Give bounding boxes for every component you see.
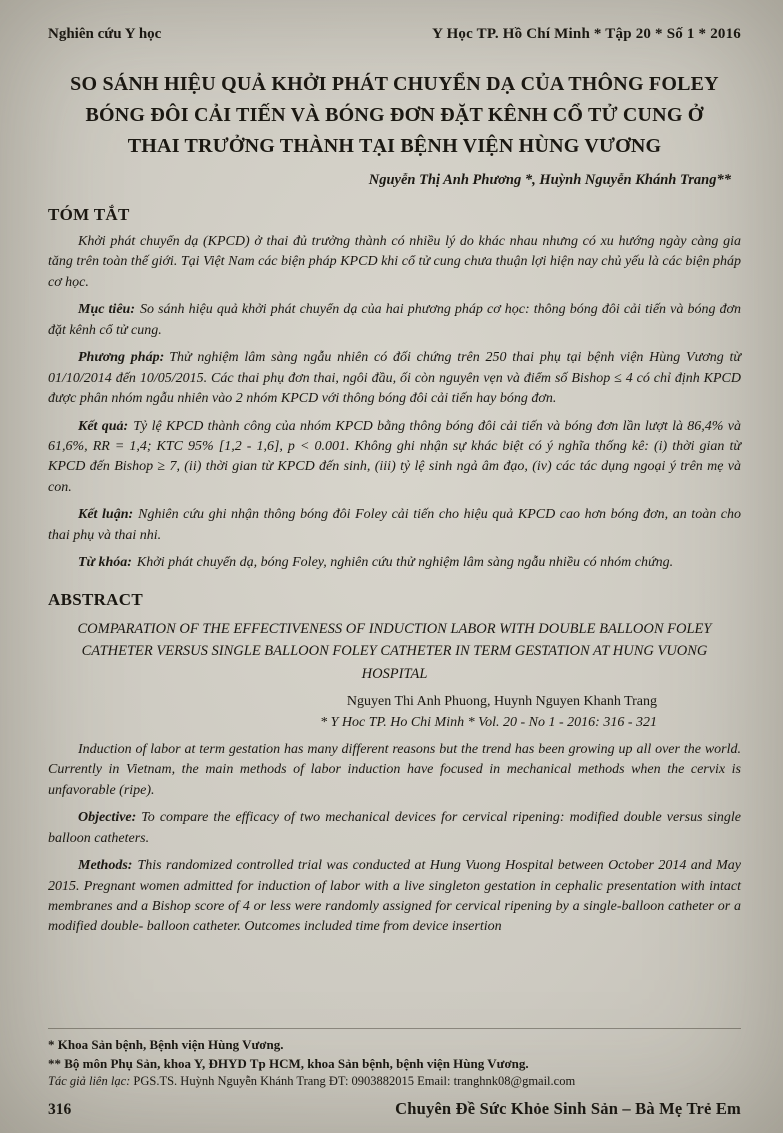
tomtat-paragraph xyxy=(48,417,741,499)
tomtat-paragraph xyxy=(48,348,741,409)
abstract-en-paragraph xyxy=(48,740,741,801)
section-heading-abstract: ABSTRACT xyxy=(48,589,143,609)
paragraph-text: Khởi phát chuyển dạ, bóng Foley, nghiên cứu thử nghiệm lâm sàng ngẫu nhiều có nhóm chứng. xyxy=(136,555,674,571)
tomtat-paragraph xyxy=(48,505,741,546)
abstract-en-paragraph xyxy=(48,808,741,849)
paragraph-lead: Phương pháp: xyxy=(78,350,165,366)
paragraph-lead: Objective: xyxy=(78,810,137,826)
paragraph-lead: Kết luận: xyxy=(78,507,134,523)
footnote-affiliation-2: ** Bộ môn Phụ Sản, khoa Y, ĐHYD Tp HCM, khoa Sản bệnh, bệnh viện Hùng Vương. xyxy=(48,1055,529,1071)
article-title: SO SÁNH HIỆU QUẢ KHỞI PHÁT CHUYỂN DẠ CỦA THÔNG FOLEY BÓNG ĐÔI CẢI TIẾN VÀ BÓNG ĐƠN ĐẶT KÊNH CỔ TỬ CUNG Ở THAI TRƯỞNG THÀNH TẠI BỆNH VIỆN HÙNG VƯƠNG xyxy=(70,73,719,157)
abstract-en-authors: Nguyen Thi Anh Phuong, Huynh Nguyen Khanh Trang xyxy=(346,693,657,709)
running-head-left: Nghiên cứu Y học xyxy=(48,26,162,42)
paragraph-text: Tỷ lệ KPCD thành công của nhóm KPCD bằng thông bóng đôi cải tiến và bóng đơn lần lượt là 86,4% và 61,6%, RR = 1,4; KTC 95% [1,2 - 1,6], p < 0.001. Không ghi nhận sự khác biệt có ý nghĩa thống kê: (i) thời gian từ KPCD đến Bishop ≥ 7, (ii) thời gian từ KPCD đến sinh, (iii) tỷ lệ sinh ngả âm đạo, (iv) các tác dụng ngoại ý trên mẹ và con. xyxy=(48,418,742,495)
paragraph-text: Khởi phát chuyển dạ (KPCD) ở thai đủ trưởng thành có nhiều lý do khác nhau nhưng có xu hướng ngày càng gia tăng trên toàn thế giới. Tại Việt Nam các biện pháp KPCD khi cổ tử cung chưa thuận lợi hiện nay chủ yếu là các biện pháp cơ học. xyxy=(48,234,741,290)
paragraph-text: This randomized controlled trial was conducted at Hung Vuong Hospital between October 2014 and May 2015. Pregnant women admitted for induction of labor with a live singleton gestation in cephalic presentation with intact membranes and a Bishop score of 4 or less were randomly assigned for cervical ripening by a single-balloon catheter or a modified double- balloon catheter. Outcomes included time from device insertion xyxy=(48,858,741,935)
abstract-en-citation: * Y Hoc TP. Ho Chi Minh * Vol. 20 - No 1 - 2016: 316 - 321 xyxy=(320,714,657,730)
paragraph-text: Nghiên cứu ghi nhận thông bóng đôi Foley cải tiến cho hiệu quả KPCD cao hơn bóng đơn, an toàn cho thai phụ và thai nhi. xyxy=(48,507,741,543)
footnote-contact xyxy=(48,1073,741,1091)
contact-lead: Tác giả liên lạc: xyxy=(48,1074,131,1089)
section-heading-tomtat: TÓM TẮT xyxy=(48,205,130,224)
contact-details: PGS.TS. Huỳnh Nguyễn Khánh Trang ĐT: 0903882015 Email: tranghnk08@gmail.com xyxy=(133,1074,576,1089)
footnotes xyxy=(48,1028,741,1091)
footer-section-title: Chuyên Đề Sức Khỏe Sinh Sản – Bà Mẹ Trẻ Em xyxy=(395,1099,741,1118)
paragraph-lead: Methods: xyxy=(78,858,133,874)
page-number: 316 xyxy=(48,1101,72,1118)
tomtat-paragraph xyxy=(48,232,741,293)
article-authors: Nguyễn Thị Anh Phương *, Huỳnh Nguyễn Khánh Trang** xyxy=(368,172,731,188)
paragraph-text: Induction of labor at term gestation has many different reasons but the trend has been growing up all over the world. Currently in Vietnam, the main methods of labor induction have focused in mechanical methods when the cervix is unfavorable (ripe). xyxy=(48,741,741,798)
paragraph-lead: Mục tiêu: xyxy=(78,302,135,318)
paragraph-lead: Kết quả: xyxy=(78,418,129,434)
page-footer xyxy=(48,1099,741,1119)
abstract-en-title: COMPARATION OF THE EFFECTIVENESS OF INDUCTION LABOR WITH DOUBLE BALLOON FOLEY CATHETER VERSUS SINGLE BALLOON FOLEY CATHETER IN TERM GESTATION AT HUNG VUONG HOSPITAL xyxy=(77,620,712,682)
abstract-en-paragraph xyxy=(48,856,741,938)
tomtat-paragraph xyxy=(48,553,741,573)
running-head-right: Y Học TP. Hồ Chí Minh * Tập 20 * Số 1 * 2016 xyxy=(432,26,741,42)
paragraph-text: So sánh hiệu quả khởi phát chuyển dạ của hai phương pháp cơ học: thông bóng đôi cải tiến và bóng đơn đặt kênh cổ tử cung. xyxy=(48,302,742,338)
tomtat-paragraph xyxy=(48,300,741,341)
running-head xyxy=(48,26,741,43)
paragraph-text: Thử nghiệm lâm sàng ngẫu nhiên có đối chứng trên 250 thai phụ tại bệnh viện Hùng Vương từ 01/10/2014 đến 10/05/2015. Các thai phụ đơn thai, ngôi đầu, ối còn nguyên vẹn và điểm số Bishop ≤ 4 có chỉ định KPCD được phân nhóm ngẫu nhiên vào 2 nhóm KPCD với thông bóng đôi cải tiến hay bóng đơn. xyxy=(48,350,741,407)
footnote-affiliation-1: * Khoa Sản bệnh, Bệnh viện Hùng Vương. xyxy=(48,1037,284,1053)
paragraph-lead: Từ khóa: xyxy=(78,555,132,571)
paragraph-text: To compare the efficacy of two mechanical devices for cervical ripening: modified double versus single balloon catheters. xyxy=(48,810,741,846)
